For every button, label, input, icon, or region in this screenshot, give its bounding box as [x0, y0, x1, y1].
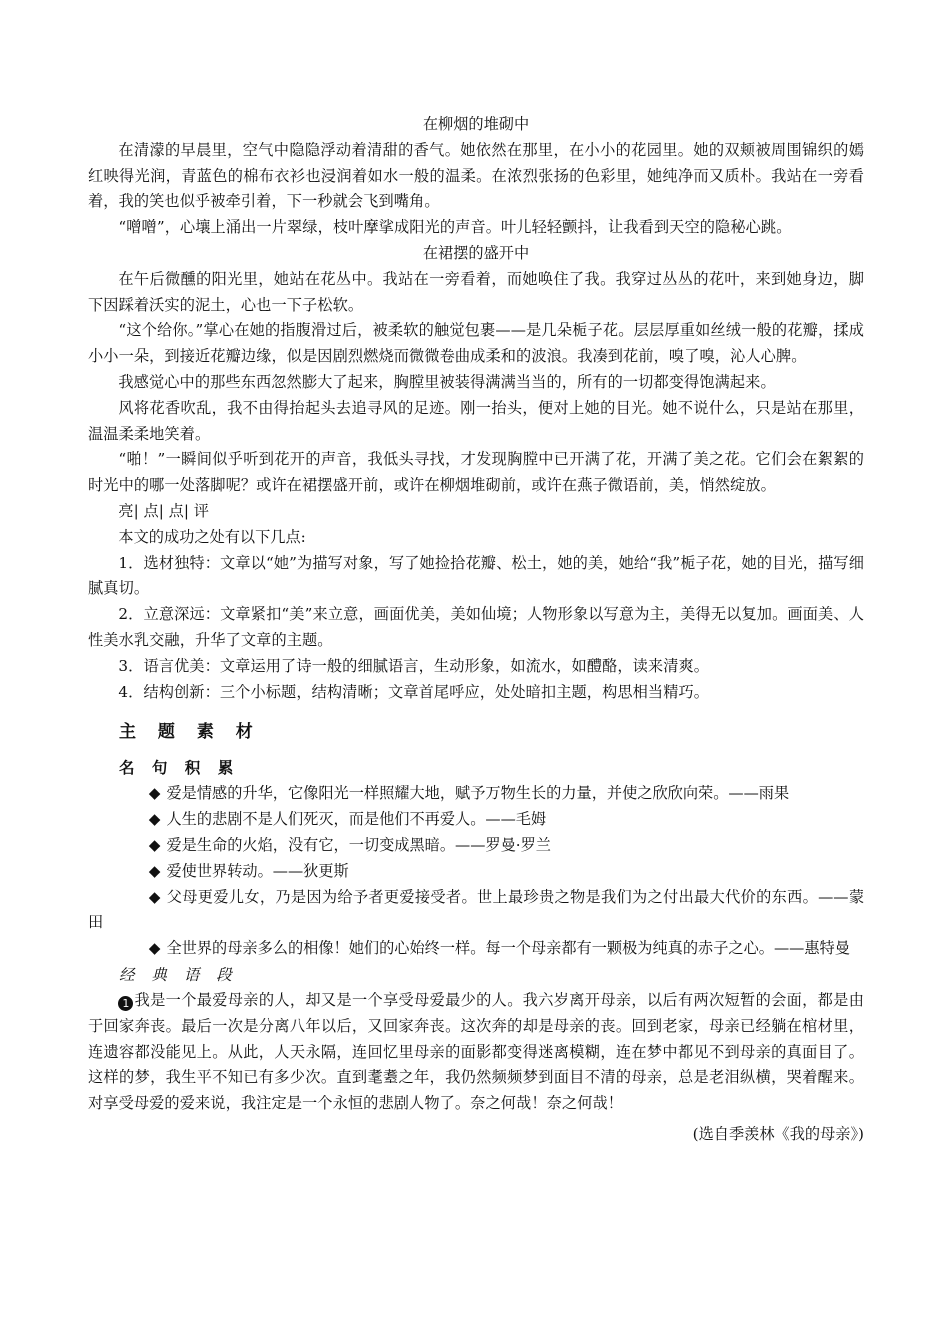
subtitle-skirt: 在裙摆的盛开中: [422, 243, 530, 262]
diamond-bullet-icon: ◆: [148, 810, 161, 829]
quote-item: ◆ 爱使世界转动。——狄更斯: [88, 859, 864, 885]
quote-item: ◆ 爱是生命的火焰，没有它，一切变成黑暗。——罗曼·罗兰: [88, 833, 864, 859]
quote-item: ◆ 人生的悲剧不是人们死灭，而是他们不再爱人。——毛姆: [88, 807, 864, 833]
quote-item: ◆ 父母更爱儿女，乃是因为给予者更爱接受者。世上最珍贵之物是我们为之付出最大代价的东西。——蒙田: [88, 885, 864, 937]
quote-item: ◆ 全世界的母亲多么的相像！她们的心始终一样。每一个母亲都有一颗极为纯真的赤子之心。——惠特曼: [88, 936, 864, 962]
diamond-bullet-icon: ◆: [148, 861, 161, 880]
document-page: [88, 112, 864, 1147]
quote-item: ◆ 爱是情感的升华，它像阳光一样照耀大地，赋予万物生长的力量，并使之欣欣向荣。——雨果: [88, 781, 864, 807]
paragraph: “这个给你。”掌心在她的指腹滑过后，被柔软的触觉包裹——是几朵栀子花。层层厚重如丝绒一般的花瓣，揉成小小一朵，到接近花瓣边缘，似是因剧烈燃烧而微微卷曲成柔和的波浪。我凑到花前，嗅了嗅，沁人心脾。: [88, 321, 864, 366]
classic-heading: 经 典 语 段: [119, 965, 238, 984]
circled-number-icon: 1: [118, 996, 133, 1011]
diamond-bullet-icon: ◆: [148, 887, 161, 906]
paragraph: “噌噌”，心壤上涌出一片翠绿，枝叶摩挲成阳光的声音。叶儿轻轻颤抖，让我看到天空的隐秘心跳。: [118, 218, 792, 237]
paragraph: 风将花香吹乱，我不由得抬起头去追寻风的足迹。刚一抬头，便对上她的目光。她不说什么，只是站在那里，温温柔柔地笑着。: [88, 398, 864, 443]
classic-paragraph: 1 我是一个最爱母亲的人，却又是一个享受母爱最少的人。我六岁离开母亲，以后有两次短暂的会面，都是由于回家奔丧。最后一次是分离八年以后，又回家奔丧。这次奔的却是母亲的丧。回到老家，母亲已经躺在棺材里，连遗容都没能见上。从此，人天永隔，连回忆里母亲的面影都变得迷离模糊，连在梦中都见不到母亲的真面目了。这样的梦，我生平不知已有多少次。直到耄耋之年，我仍然频频梦到面目不清的母亲，总是老泪纵横，哭着醒来。对享受母爱的爱来说，我注定是一个永恒的悲剧人物了。奈之何哉！奈之何哉！: [88, 990, 864, 1113]
classic-source: (选自季羡林《我的母亲》): [692, 1124, 864, 1143]
diamond-bullet-icon: ◆: [148, 939, 161, 958]
theme-heading: 主 题 素 材: [119, 722, 261, 743]
paragraph: 我感觉心中的那些东西忽然膨大了起来，胸膛里被装得满满当当的，所有的一切都变得饱满起来。: [118, 372, 776, 391]
diamond-bullet-icon: ◆: [148, 784, 161, 803]
comment-point: 4．结构创新：三个小标题，结构清晰；文章首尾呼应，处处暗扣主题，构思相当精巧。: [118, 682, 710, 701]
comment-lead: 本文的成功之处有以下几点:: [118, 527, 306, 546]
paragraph: 在清濛的早晨里，空气中隐隐浮动着清甜的香气。她依然在那里，在小小的花园里。她的双颊被周围锦织的嫣红映得光润，青蓝色的棉布衣衫也浸润着如水一般的温柔。在浓烈张扬的色彩里，她纯净而又质朴。我站在一旁看着，我的笑也似乎被牵引着，下一秒就会飞到嘴角。: [88, 140, 864, 211]
comment-point: 1．选材独特：文章以“她”为描写对象，写了她捡拾花瓣、松土，她的美，她给“我”栀子花，她的目光，描写细腻真切。: [88, 553, 864, 598]
comment-heading: 亮| 点| 点| 评: [118, 501, 209, 520]
diamond-bullet-icon: ◆: [148, 835, 161, 854]
quotes-heading: 名 句 积 累: [119, 759, 240, 778]
paragraph: 在午后微醺的阳光里，她站在花丛中。我站在一旁看着，而她唤住了我。我穿过丛丛的花叶，来到她身边，脚下因踩着沃实的泥土，心也一下子松软。: [88, 269, 864, 314]
subtitle-willow: 在柳烟的堆砌中: [422, 115, 530, 133]
comment-point: 2．立意深远：文章紧扣“美”来立意，画面优美，美如仙境；人物形象以写意为主，美得无以复加。画面美、人性美水乳交融，升华了文章的主题。: [88, 605, 864, 649]
paragraph: “啪！”一瞬间似乎听到花开的声音，我低头寻找，才发现胸膛中已开满了花，开满了美之花。它们会在絮絮的时光中的哪一处落脚呢？或许在裙摆盛开前，或许在柳烟堆砌前，或许在燕子微语前，美，悄然绽放。: [88, 450, 864, 495]
comment-point: 3．语言优美：文章运用了诗一般的细腻语言，生动形象，如流水，如醴酪，读来清爽。: [118, 656, 710, 675]
